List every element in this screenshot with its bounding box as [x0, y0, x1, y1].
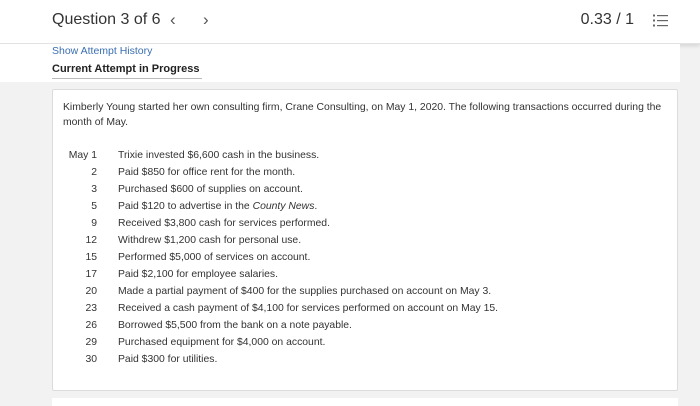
transaction-day: 3 — [91, 184, 97, 195]
transaction-text: Purchased $600 of supplies on account. — [118, 184, 303, 195]
transaction-day: 9 — [91, 218, 97, 229]
transaction-day: May 1 — [68, 150, 97, 161]
transaction-row — [53, 215, 679, 232]
transaction-text: Paid $120 to advertise in the County News. — [118, 201, 318, 212]
previous-question-button[interactable]: ‹ — [170, 10, 176, 29]
transaction-day: 15 — [85, 252, 97, 263]
current-attempt-tab[interactable]: Current Attempt in Progress — [52, 63, 202, 79]
transaction-day: 12 — [85, 235, 97, 246]
transaction-day: 5 — [91, 201, 97, 212]
transaction-row — [53, 334, 679, 351]
transaction-text: Paid $850 for office rent for the month. — [118, 167, 296, 178]
transaction-list — [53, 147, 679, 368]
question-header — [0, 0, 700, 44]
transaction-text: Trixie invested $6,600 cash in the business. — [118, 150, 320, 161]
next-card-edge — [52, 398, 678, 406]
transaction-day: 26 — [85, 320, 97, 331]
transaction-row — [53, 266, 679, 283]
transaction-row — [53, 283, 679, 300]
transaction-text: Made a partial payment of $400 for the supplies purchased on account on May 3. — [118, 286, 492, 297]
transaction-text: Paid $300 for utilities. — [118, 354, 218, 365]
transaction-row — [53, 147, 679, 164]
problem-card — [52, 89, 678, 391]
transaction-text: Withdrew $1,200 cash for personal use. — [118, 235, 302, 246]
problem-intro: Kimberly Young started her own consulting firm, Crane Consulting, on May 1, 2020. The following transactions occurred during the month of May. — [63, 102, 662, 128]
transaction-day: 30 — [85, 354, 97, 365]
transaction-text: Received a cash payment of $4,100 for services performed on account on May 15. — [118, 303, 499, 314]
transaction-row — [53, 300, 679, 317]
transaction-row — [53, 317, 679, 334]
transaction-row — [53, 181, 679, 198]
transaction-text: Received $3,800 cash for services performed. — [118, 218, 330, 229]
transaction-day: 29 — [85, 337, 97, 348]
transaction-text: Paid $2,100 for employee salaries. — [118, 269, 278, 280]
transaction-day: 2 — [91, 167, 97, 178]
transaction-row — [53, 198, 679, 215]
transaction-text: Performed $5,000 of services on account. — [118, 252, 311, 263]
transaction-day: 20 — [85, 286, 97, 297]
transaction-row — [53, 164, 679, 181]
transaction-text: Borrowed $5,500 from the bank on a note payable. — [118, 320, 352, 331]
transaction-row — [53, 232, 679, 249]
list-icon[interactable] — [653, 14, 668, 27]
show-attempt-history-link[interactable]: Show Attempt History — [52, 45, 153, 57]
attempt-section — [0, 44, 680, 82]
question-counter: Question 3 of 6 — [52, 11, 161, 28]
transaction-row — [53, 351, 679, 368]
score-display: 0.33 / 1 — [580, 11, 634, 28]
transaction-day: 23 — [85, 303, 97, 314]
transaction-text: Purchased equipment for $4,000 on account. — [118, 337, 326, 348]
transaction-day: 17 — [85, 269, 97, 280]
transaction-row — [53, 249, 679, 266]
next-question-button[interactable]: › — [203, 10, 209, 29]
